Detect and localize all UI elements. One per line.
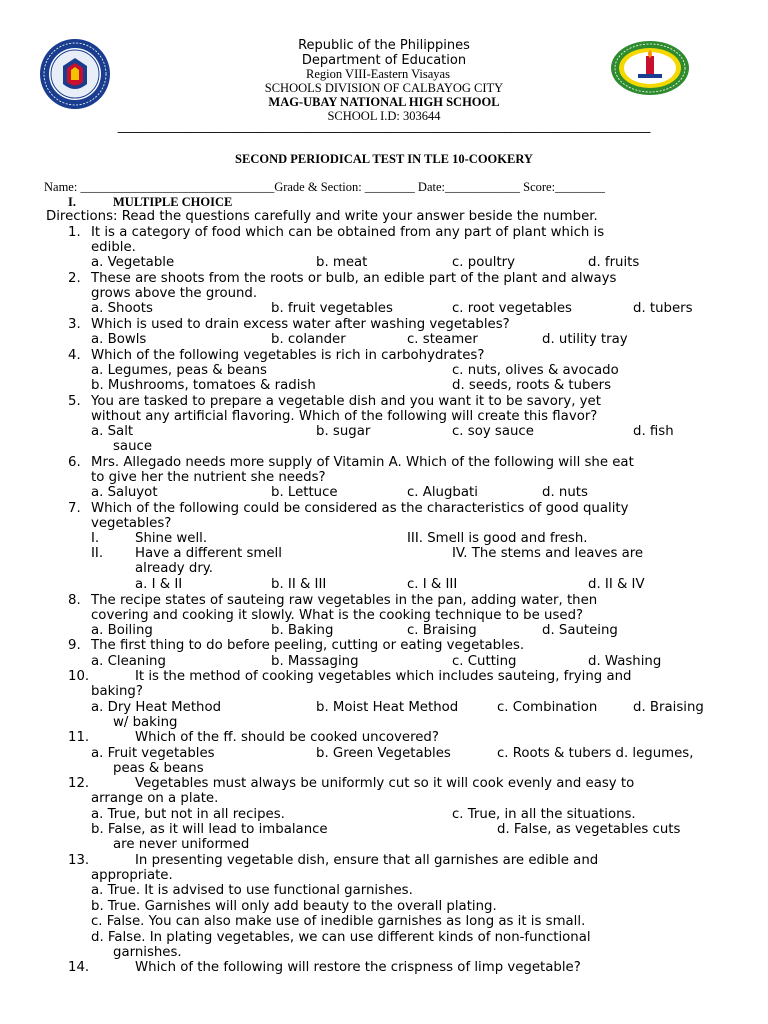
q11-option-a: a. Fruit vegetables (91, 746, 215, 761)
q12-option-d: d. False, as vegetables cuts (497, 822, 681, 837)
q4-option-c: c. nuts, olives & avocado (452, 363, 619, 378)
q10-option-d: d. Braising (633, 700, 704, 715)
q3-option-c: c. steamer (407, 332, 478, 347)
q2-option-c: c. root vegetables (452, 301, 572, 316)
section-number: I. (68, 195, 76, 209)
q12-option-b: b. False, as it will lead to imbalance (91, 822, 328, 837)
directions: Directions: Read the questions carefully and write your answer beside the number. (46, 209, 598, 224)
q13-option-d-cont: garnishes. (113, 945, 182, 960)
header-school-name: MAG-UBAY NATIONAL HIGH SCHOOL (268, 95, 500, 109)
q11-option-d-cont: peas & beans (113, 761, 204, 776)
q1-option-d: d. fruits (588, 255, 640, 270)
q11-text-1: Which of the ff. should be cooked uncovered? (135, 730, 439, 745)
q6-option-d: d. nuts (542, 485, 588, 500)
q12-number: 12. (68, 776, 90, 791)
q4-option-b: b. Mushrooms, tomatoes & radish (91, 378, 316, 393)
q10-number: 10. (68, 669, 90, 684)
header-school-id: SCHOOL I.D: 303644 (327, 109, 441, 123)
q13-option-d: d. False. In plating vegetables, we can use different kinds of non-functional (91, 930, 591, 945)
header-republic: Republic of the Philippines (298, 38, 470, 53)
q5-option-c: c. soy sauce (452, 424, 534, 439)
q3-option-d: d. utility tray (542, 332, 628, 347)
q1-text-1: It is a category of food which can be obtained from any part of plant which is (91, 225, 605, 240)
q2-option-d: d. tubers (633, 301, 693, 316)
q7-option-d: d. II & IV (588, 577, 645, 592)
q5-option-b: b. sugar (316, 424, 371, 439)
q4-option-d: d. seeds, roots & tubers (452, 378, 612, 393)
q12-option-d-cont: are never uniformed (113, 837, 250, 852)
q1-option-b: b. meat (316, 255, 368, 270)
q9-option-d: d. Washing (588, 654, 662, 669)
q6-number: 6. (68, 455, 81, 470)
q7-item-ii: Have a different smell (135, 546, 282, 561)
q13-number: 13. (68, 853, 90, 868)
q2-number: 2. (68, 271, 81, 286)
student-info-line: Name: _______________________________Grade & Section: ________ Date:____________ Score:________ (44, 180, 606, 194)
q13-option-b: b. True. Garnishes will only add beauty to the overall plating. (91, 899, 497, 914)
q3-option-b: b. colander (271, 332, 346, 347)
q11-number: 11. (68, 730, 90, 745)
q8-option-b: b. Baking (271, 623, 334, 638)
q13-text-1: In presenting vegetable dish, ensure that all garnishes are edible and (135, 853, 599, 868)
q12-option-a: a. True, but not in all recipes. (91, 807, 285, 822)
q10-option-c: c. Combination (497, 700, 598, 715)
q10-text-2: baking? (91, 684, 143, 699)
q13-option-c: c. False. You can also make use of inedible garnishes as long as it is small. (91, 914, 586, 929)
q11-option-b: b. Green Vegetables (316, 746, 451, 761)
q13-option-a: a. True. It is advised to use functional garnishes. (91, 883, 413, 898)
q12-text-2: arrange on a plate. (91, 791, 219, 806)
q8-text-2: covering and cooking it slowly. What is the cooking technique to be used? (91, 608, 584, 623)
q5-option-a: a. Salt (91, 424, 134, 439)
q14-text-1: Which of the following will restore the crispness of limp vegetable? (135, 960, 581, 975)
q5-option-d: d. fish (633, 424, 674, 439)
q4-text-1: Which of the following vegetables is rich in carbohydrates? (91, 348, 485, 363)
q7-item-i-number: I. (91, 531, 100, 546)
q9-option-c: c. Cutting (452, 654, 517, 669)
q7-item-iv: IV. The stems and leaves are (452, 546, 644, 561)
q6-option-b: b. Lettuce (271, 485, 338, 500)
q6-text-1: Mrs. Allegado needs more supply of Vitamin A. Which of the following will she eat (91, 455, 634, 470)
q12-option-c: c. True, in all the situations. (452, 807, 636, 822)
q9-option-a: a. Cleaning (91, 654, 166, 669)
header-division: SCHOOLS DIVISION OF CALBAYOG CITY (264, 81, 504, 95)
header-department: Department of Education (301, 53, 467, 68)
q7-text-1: Which of the following could be considered as the characteristics of good quality (91, 501, 629, 516)
q7-item-ii-number: II. (91, 546, 104, 561)
q7-item-iii: III. Smell is good and fresh. (407, 531, 588, 546)
section-title: MULTIPLE CHOICE (113, 195, 233, 209)
q8-number: 8. (68, 593, 81, 608)
q7-text-2: vegetables? (91, 516, 172, 531)
q4-option-a: a. Legumes, peas & beans (91, 363, 267, 378)
q8-text-1: The recipe states of sauteing raw vegetables in the pan, adding water, then (91, 593, 598, 608)
q10-option-a: a. Dry Heat Method (91, 700, 222, 715)
q7-option-b: b. II & III (271, 577, 327, 592)
q5-text-1: You are tasked to prepare a vegetable dish and you want it to be savory, yet (91, 394, 601, 409)
q6-option-a: a. Saluyot (91, 485, 158, 500)
q8-option-c: c. Braising (407, 623, 477, 638)
q10-text-1: It is the method of cooking vegetables which includes sauteing, frying and (135, 669, 632, 684)
q7-item-i: Shine well. (135, 531, 208, 546)
q9-option-b: b. Massaging (271, 654, 359, 669)
q12-text-1: Vegetables must always be uniformly cut so it will cook evenly and easy to (135, 776, 635, 791)
q5-number: 5. (68, 394, 81, 409)
q9-text-1: The first thing to do before peeling, cutting or eating vegetables. (91, 638, 525, 653)
q5-option-d-cont: sauce (113, 439, 152, 454)
q2-option-b: b. fruit vegetables (271, 301, 393, 316)
test-title: SECOND PERIODICAL TEST IN TLE 10-COOKERY (235, 152, 533, 166)
q13-text-2: appropriate. (91, 868, 173, 883)
q5-text-2: without any artificial flavoring. Which of the following will create this flavor? (91, 409, 598, 424)
q1-option-c: c. poultry (452, 255, 516, 270)
q7-option-a: a. I & II (135, 577, 183, 592)
q7-option-c: c. I & III (407, 577, 458, 592)
q10-option-d-cont: w/ baking (113, 715, 178, 730)
header-region: Region VIII-Eastern Visayas (306, 67, 450, 81)
q8-option-d: d. Sauteing (542, 623, 618, 638)
q7-item-iv-cont: already dry. (135, 561, 213, 576)
q8-option-a: a. Boiling (91, 623, 153, 638)
q14-number: 14. (68, 960, 90, 975)
q7-number: 7. (68, 501, 81, 516)
q3-option-a: a. Bowls (91, 332, 147, 347)
q6-option-c: c. Alugbati (407, 485, 478, 500)
q1-text-2: edible. (91, 240, 136, 255)
q1-number: 1. (68, 225, 81, 240)
header-rule: ________________________________________________________________________________________ (117, 120, 651, 134)
q2-text-1: These are shoots from the roots or bulb, an edible part of the plant and always (91, 271, 617, 286)
q11-option-c-d: c. Roots & tubers d. legumes, (497, 746, 694, 761)
q9-number: 9. (68, 638, 81, 653)
q2-text-2: grows above the ground. (91, 286, 258, 301)
q3-text-1: Which is used to drain excess water after washing vegetables? (91, 317, 510, 332)
q1-option-a: a. Vegetable (91, 255, 175, 270)
q2-option-a: a. Shoots (91, 301, 153, 316)
q3-number: 3. (68, 317, 81, 332)
q10-option-b: b. Moist Heat Method (316, 700, 459, 715)
q6-text-2: to give her the nutrient she needs? (91, 470, 326, 485)
q4-number: 4. (68, 348, 81, 363)
